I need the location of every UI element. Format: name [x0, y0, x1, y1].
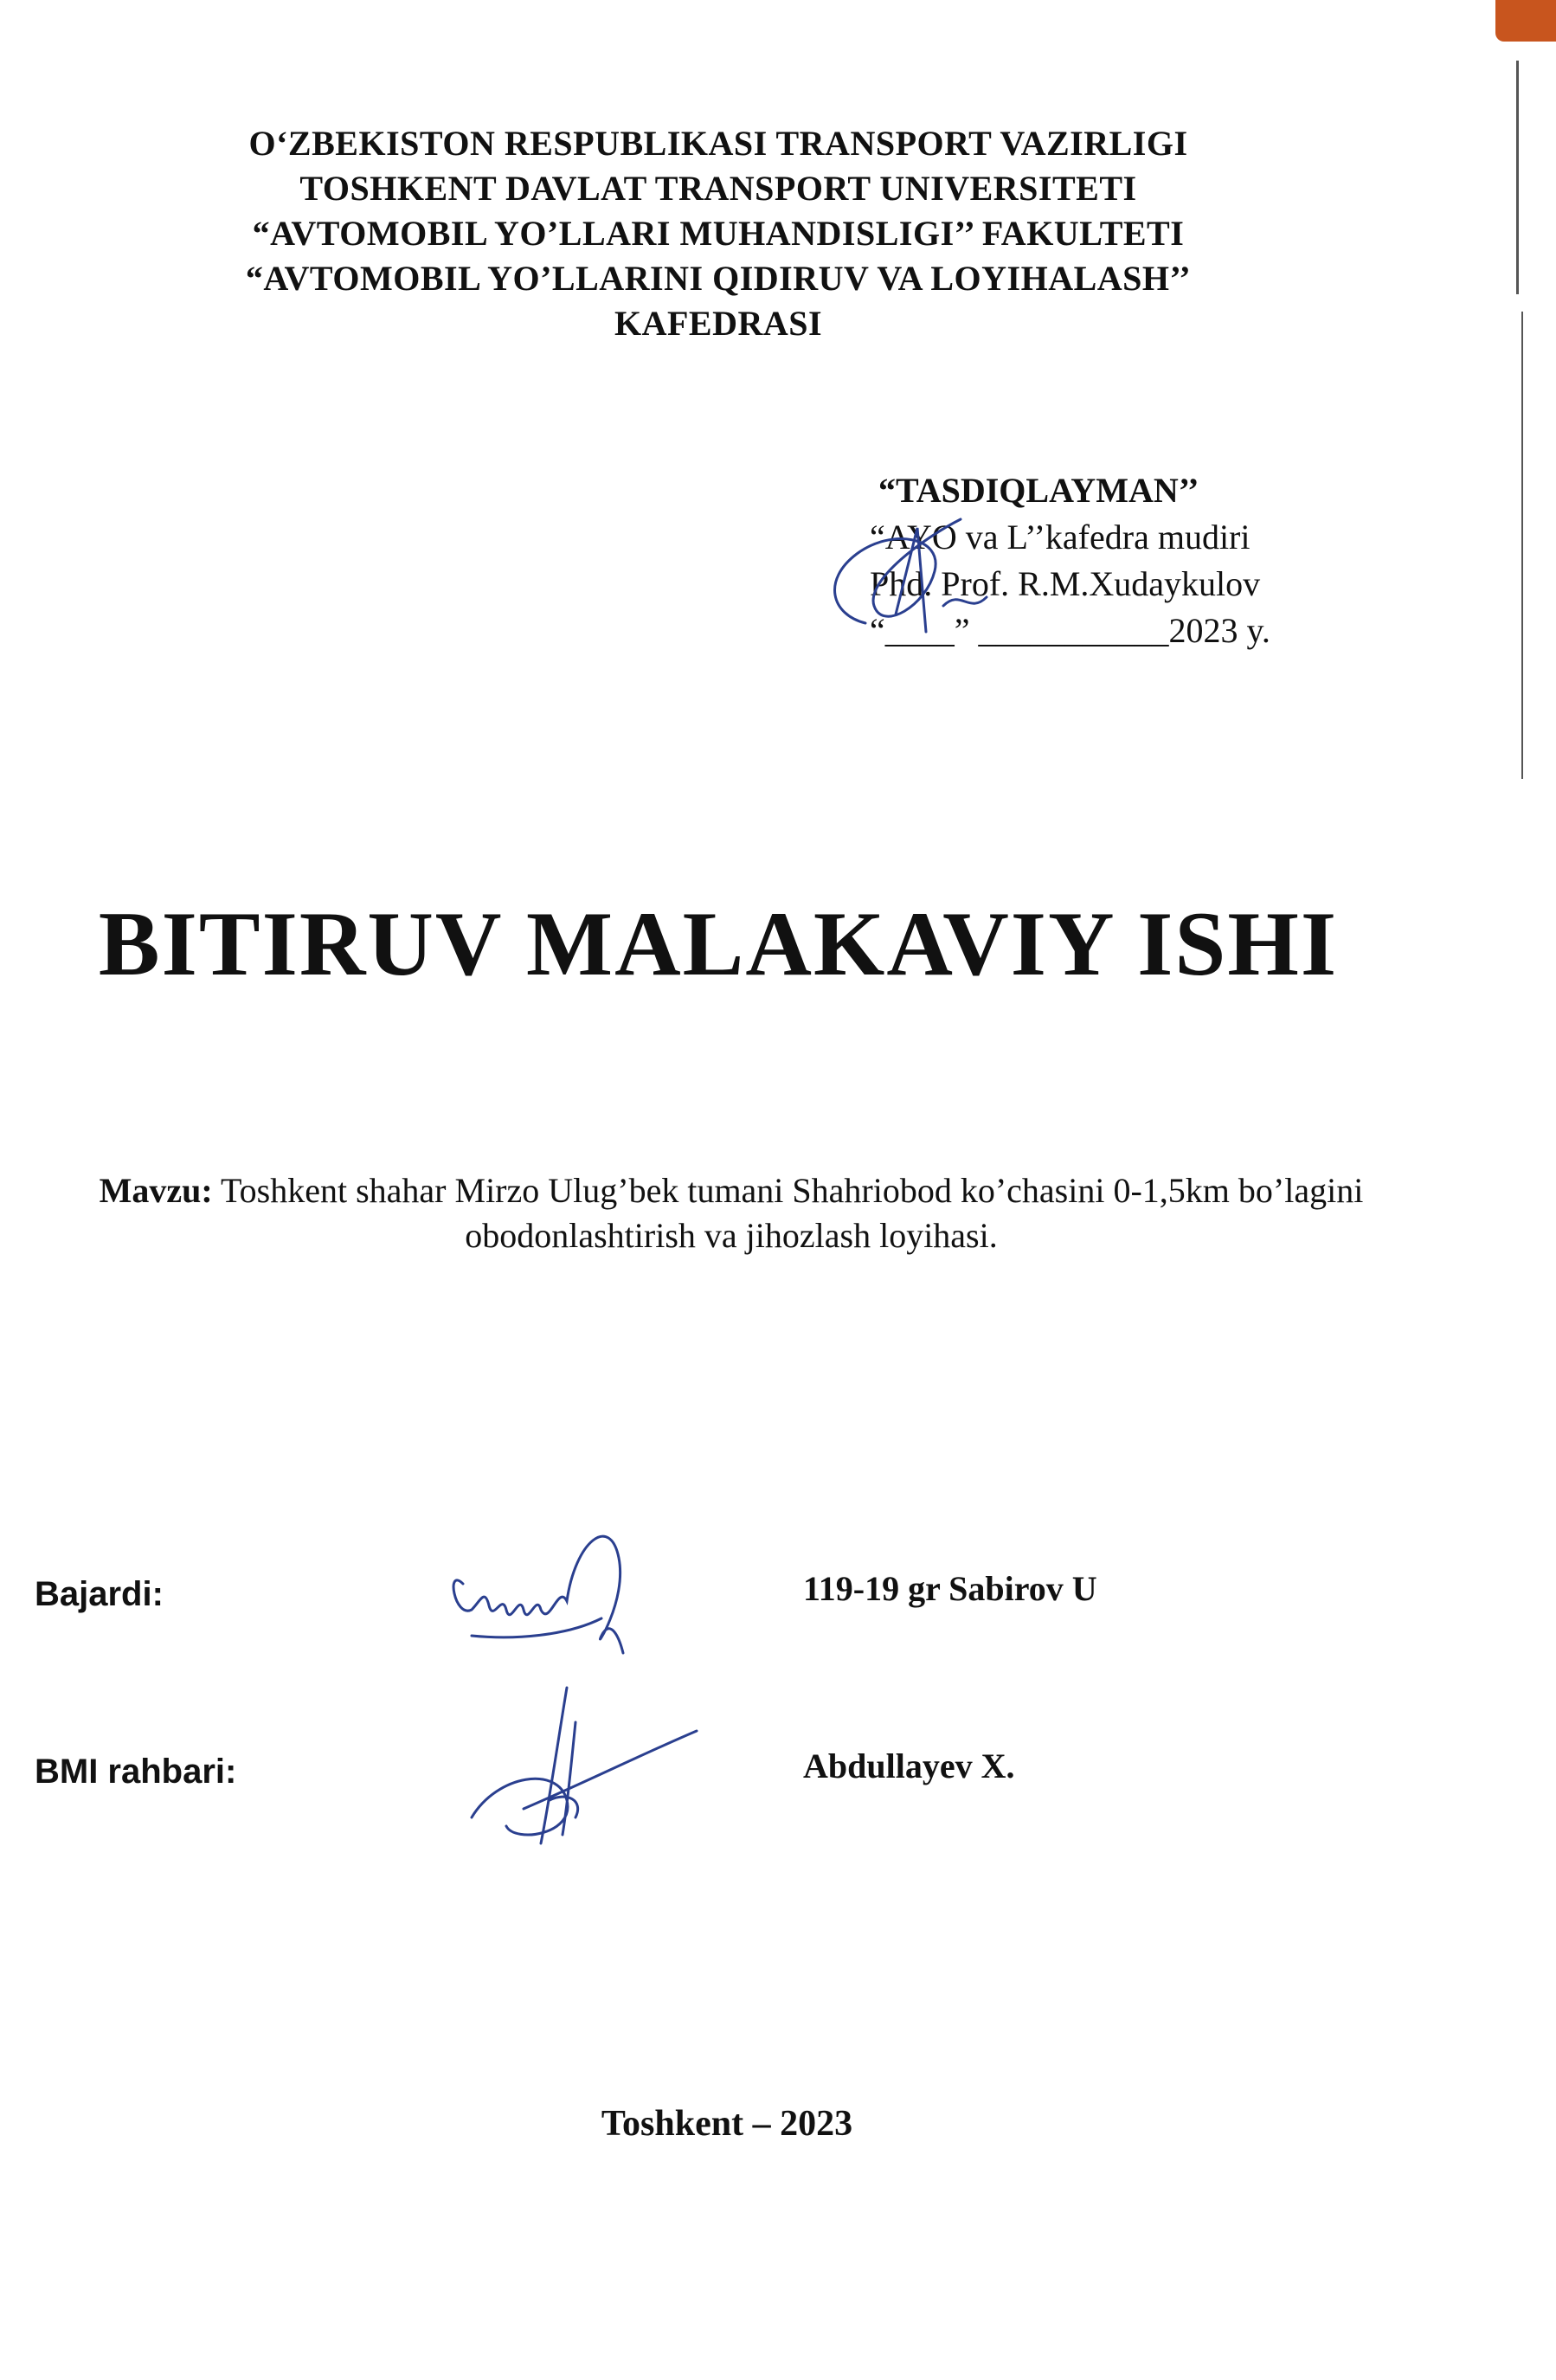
approval-block [870, 467, 1476, 654]
city-year: Toshkent – 2023 [601, 2104, 853, 2144]
supervisor-name: Abdullayev X. [803, 1746, 1015, 1785]
header-ministry: O‘ZBEKISTON RESPUBLIKASI TRANSPORT VAZIRLIGI [248, 124, 1188, 163]
approval-name: Phd. Prof. R.M.Xudaykulov [870, 564, 1261, 603]
header-department: “AVTOMOBIL YO’LLARINI QIDIRUV VA LOYIHALASH’’ [245, 259, 1192, 298]
header-kafedrasi: KAFEDRASI [614, 304, 823, 343]
edge-line [1521, 312, 1523, 779]
performer-name: 119-19 gr Sabirov U [803, 1569, 1097, 1608]
approval-title: “TASDIQLAYMAN’’ [878, 471, 1199, 510]
header-university: TOSHKENT DAVLAT TRANSPORT UNIVERSITETI [299, 169, 1137, 208]
supervisor-signature-icon [463, 1670, 705, 1852]
supervisor-label: BMI rahbari: [35, 1753, 237, 1791]
topic-text: Toshkent shahar Mirzo Ulug’bek tumani Shahriobod ko’chasini 0-1,5km bo’lagini obodonlashtirish va jihozlash loyihasi. [221, 1171, 1364, 1255]
corner-tab [1495, 0, 1556, 42]
header-faculty: “AVTOMOBIL YO’LLARI MUHANDISLIGI’’ FAKULTETI [252, 214, 1185, 253]
topic-label: Mavzu: [99, 1171, 213, 1210]
institution-header [130, 121, 1307, 346]
edge-line [1516, 61, 1519, 294]
performer-label: Bajardi: [35, 1575, 164, 1613]
approval-position: “AYO va L’’kafedra mudiri [870, 518, 1251, 556]
document-title: BITIRUV MALAKAVIY ISHI [98, 893, 1339, 994]
performer-signature-icon [437, 1506, 662, 1670]
topic-block [48, 1168, 1415, 1258]
approval-date: “____” ___________2023 y. [870, 611, 1270, 650]
